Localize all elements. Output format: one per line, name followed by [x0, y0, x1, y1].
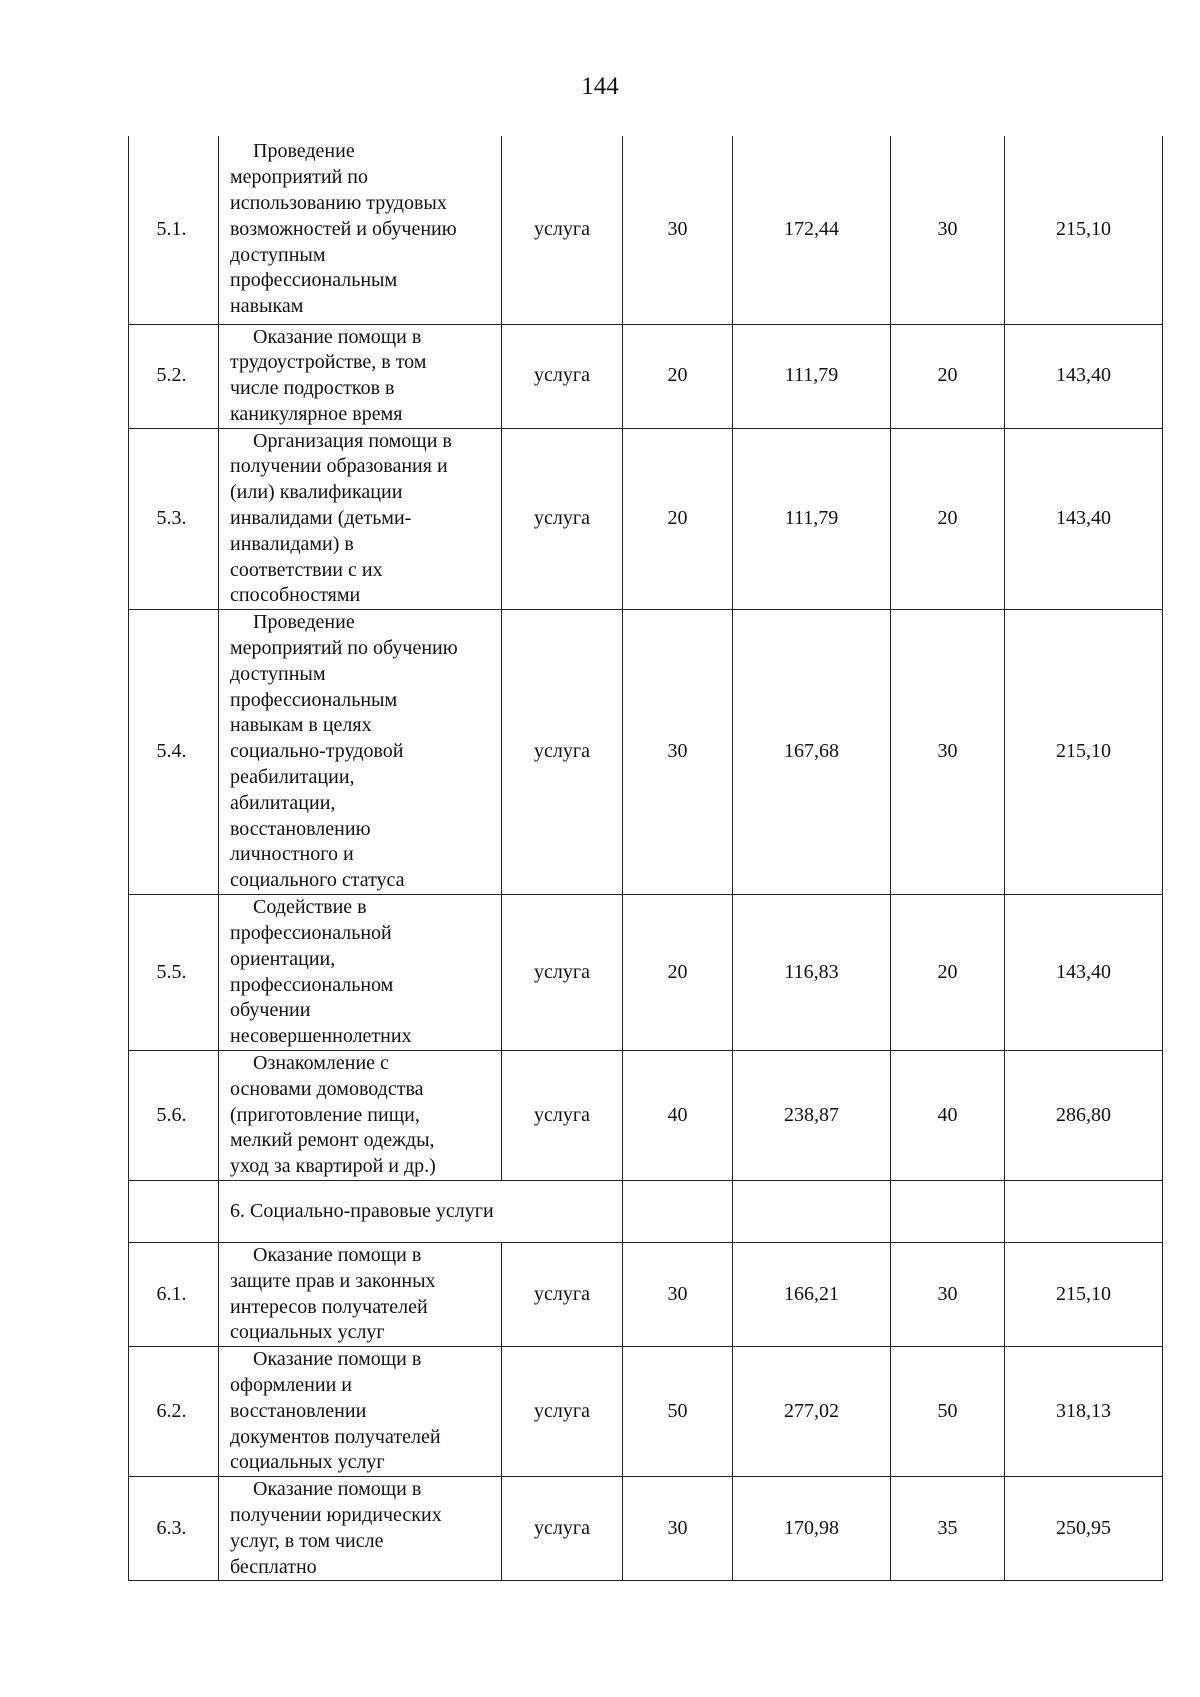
service-name-first-line: Оказание помощи в	[253, 1348, 422, 1371]
section-number-cell	[129, 1181, 219, 1243]
row-number: 5.2.	[129, 324, 219, 428]
service-name	[219, 1477, 502, 1581]
unit-cell: услуга	[502, 1243, 623, 1347]
service-name-rest: оформлении и восстановлении документов получателей социальных услуг	[230, 1374, 441, 1474]
price-b-cell: 143,40	[1005, 428, 1163, 610]
quantity-a-cell: 20	[623, 324, 733, 428]
price-b-cell: 215,10	[1005, 136, 1163, 324]
price-a-cell: 167,68	[733, 610, 891, 895]
quantity-b-cell: 35	[891, 1477, 1005, 1581]
quantity-a-cell: 30	[623, 1477, 733, 1581]
service-name-first-line: Проведение	[253, 140, 355, 163]
quantity-b-cell: 20	[891, 324, 1005, 428]
service-name-rest: мероприятий по обучению доступным профессиональным навыкам в целях социально-трудовой реабилитации, абилитации, восстановлению личностного и социального статуса	[230, 637, 458, 892]
service-name-rest: получении образования и (или) квалификации инвалидами (детьми- инвалидами) в соответствии с их способностями	[230, 455, 448, 607]
service-name-first-line: Оказание помощи в	[253, 1244, 422, 1267]
service-name	[219, 1051, 502, 1181]
section-title: 6. Социально-правовые услуги	[219, 1181, 623, 1243]
price-b-cell: 286,80	[1005, 1051, 1163, 1181]
quantity-a-cell: 20	[623, 895, 733, 1051]
row-number: 5.4.	[129, 610, 219, 895]
price-b-cell: 215,10	[1005, 1243, 1163, 1347]
unit-cell: услуга	[502, 428, 623, 610]
price-b-cell: 215,10	[1005, 610, 1163, 895]
row-number: 6.2.	[129, 1347, 219, 1477]
table-row	[129, 895, 1163, 1051]
page-number: 144	[581, 73, 619, 100]
unit-cell: услуга	[502, 324, 623, 428]
service-name-rest: получении юридических услуг, в том числе бесплатно	[230, 1504, 442, 1578]
service-name-first-line: Содействие в	[253, 896, 367, 919]
table-row	[129, 1051, 1163, 1181]
services-table	[128, 136, 1163, 1581]
price-a-cell: 111,79	[733, 324, 891, 428]
row-number: 5.1.	[129, 136, 219, 324]
section-header-row	[129, 1181, 1163, 1243]
table-row	[129, 428, 1163, 610]
service-name	[219, 324, 502, 428]
price-b-cell: 318,13	[1005, 1347, 1163, 1477]
service-name-rest: основами домоводства (приготовление пищи, мелкий ремонт одежды, уход за квартирой и др.)	[230, 1077, 436, 1178]
empty-cell	[891, 1181, 1005, 1243]
quantity-b-cell: 20	[891, 428, 1005, 610]
empty-cell	[733, 1181, 891, 1243]
service-name-rest: трудоустройстве, в том числе подростков в каникулярное время	[230, 351, 427, 425]
table-row	[129, 610, 1163, 895]
quantity-a-cell: 20	[623, 428, 733, 610]
service-name-first-line: Проведение	[253, 611, 355, 634]
row-number: 5.6.	[129, 1051, 219, 1181]
quantity-b-cell: 30	[891, 1243, 1005, 1347]
price-a-cell: 238,87	[733, 1051, 891, 1181]
price-a-cell: 166,21	[733, 1243, 891, 1347]
service-name	[219, 1243, 502, 1347]
price-a-cell: 170,98	[733, 1477, 891, 1581]
price-b-cell: 143,40	[1005, 324, 1163, 428]
service-name-rest: мероприятий по использованию трудовых возможностей и обучению доступным профессиональным навыкам	[230, 166, 457, 318]
empty-cell	[1005, 1181, 1163, 1243]
price-a-cell: 116,83	[733, 895, 891, 1051]
price-b-cell: 250,95	[1005, 1477, 1163, 1581]
unit-cell: услуга	[502, 895, 623, 1051]
row-number: 5.5.	[129, 895, 219, 1051]
table-row	[129, 1347, 1163, 1477]
unit-cell: услуга	[502, 1051, 623, 1181]
quantity-b-cell: 30	[891, 610, 1005, 895]
table-row	[129, 136, 1163, 324]
service-name-first-line: Оказание помощи в	[253, 325, 422, 348]
quantity-a-cell: 30	[623, 136, 733, 324]
unit-cell: услуга	[502, 1477, 623, 1581]
service-name	[219, 610, 502, 895]
quantity-b-cell: 40	[891, 1051, 1005, 1181]
service-name	[219, 1347, 502, 1477]
service-name	[219, 428, 502, 610]
quantity-b-cell: 30	[891, 136, 1005, 324]
price-a-cell: 172,44	[733, 136, 891, 324]
service-name-first-line: Ознакомление с	[253, 1052, 389, 1075]
service-name-first-line: Оказание помощи в	[253, 1478, 422, 1501]
quantity-a-cell: 40	[623, 1051, 733, 1181]
service-name-rest: профессиональной ориентации, профессиональном обучении несовершеннолетних	[230, 921, 412, 1048]
quantity-b-cell: 20	[891, 895, 1005, 1051]
unit-cell: услуга	[502, 136, 623, 324]
services-table-wrapper	[128, 136, 1162, 1581]
service-name-rest: защите прав и законных интересов получателей социальных услуг	[230, 1269, 436, 1344]
table-row	[129, 1243, 1163, 1347]
table-row	[129, 1477, 1163, 1581]
quantity-a-cell: 50	[623, 1347, 733, 1477]
price-b-cell: 143,40	[1005, 895, 1163, 1051]
row-number: 6.1.	[129, 1243, 219, 1347]
table-row	[129, 324, 1163, 428]
row-number: 6.3.	[129, 1477, 219, 1581]
price-a-cell: 111,79	[733, 428, 891, 610]
row-number: 5.3.	[129, 428, 219, 610]
service-name-first-line: Организация помощи в	[253, 429, 452, 452]
empty-cell	[623, 1181, 733, 1243]
quantity-a-cell: 30	[623, 610, 733, 895]
unit-cell: услуга	[502, 610, 623, 895]
service-name	[219, 895, 502, 1051]
service-name	[219, 136, 502, 324]
quantity-b-cell: 50	[891, 1347, 1005, 1477]
unit-cell: услуга	[502, 1347, 623, 1477]
price-a-cell: 277,02	[733, 1347, 891, 1477]
quantity-a-cell: 30	[623, 1243, 733, 1347]
